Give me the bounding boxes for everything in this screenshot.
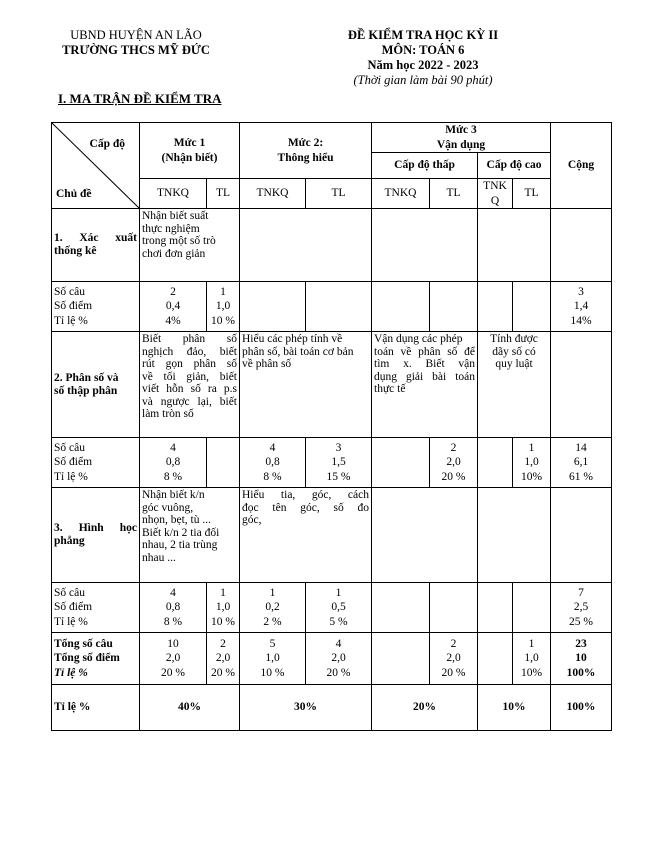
m2-tnkq-header: TNKQ (240, 179, 306, 209)
total-header: Cộng (551, 123, 612, 209)
topic-2-m3-high-description: Tính được dãy số có quy luật (478, 332, 551, 438)
topic-1-m1-tnkq: 2 0,4 4% (140, 282, 207, 332)
ratio-m3-high: 10% (478, 685, 551, 731)
district-name: UBND HUYỆN AN LÃO (70, 28, 202, 42)
topic-1-m2-tnkq (240, 282, 306, 332)
topic-1-name: 1. Xác xuất thống kê (52, 209, 140, 282)
topic-3-m1-tnkq: 4 0,8 8 % (140, 583, 207, 633)
topic-2-m3-high-tnkq (478, 438, 513, 488)
topic-3-m2-tnkq: 1 0,2 2 % (240, 583, 306, 633)
ratio-m2: 30% (240, 685, 372, 731)
topic-2-m1-description: Biết phân số nghịch đảo, biết rút gọn phân số về tối giản, biết viết hỗn số ra p.s và ngược lại, biết làm tròn số (140, 332, 240, 438)
level-3-low-header: Cấp độ thấp (372, 153, 478, 179)
corner-level-label: Cấp độ (89, 138, 125, 150)
exam-title: ĐỀ KIỂM TRA HỌC KỲ II (347, 28, 499, 42)
level-3-high-header: Cấp độ cao (478, 153, 551, 179)
totals-labels: Tổng số câu Tổng số điểm Tỉ lệ % (52, 633, 140, 685)
topic-1-m1-tl: 1 1,0 10 % (207, 282, 240, 332)
corner-cell (52, 123, 140, 209)
topic-1-m3-low-tl (430, 282, 478, 332)
topic-3-m2-tl: 1 0,5 5 % (306, 583, 372, 633)
topic-3-name: 3. Hình học phẳng (52, 488, 140, 583)
topic-1-m2-tl (306, 282, 372, 332)
topic-1-m3-low-description (372, 209, 478, 282)
topic-1-m3-high-description (478, 209, 551, 282)
topic-3-m3-low-tl (430, 583, 478, 633)
school-header (42, 28, 230, 58)
topic-3-m3-low-description (372, 488, 478, 583)
totals-grand-total: 23 10 100% (551, 633, 612, 685)
topic-1-m3-high-tl (513, 282, 551, 332)
topic-3-stat-labels: Số câu Số điểm Tỉ lệ % (52, 583, 140, 633)
totals-m3-high-tnkq (478, 633, 513, 685)
topic-2-m3-low-tl: 2 2,0 20 % (430, 438, 478, 488)
totals-m1-tl: 2 2,0 20 % (207, 633, 240, 685)
topic-1-m1-description: Nhận biết suất thực nghiệm trong một số trò chơi đơn giản (140, 209, 240, 282)
m1-tl-header: TL (207, 179, 240, 209)
exam-duration: (Thời gian làm bài 90 phút) (353, 73, 493, 87)
topic-3-m3-high-tnkq (478, 583, 513, 633)
topic-3-m1-tl: 1 1,0 10 % (207, 583, 240, 633)
topic-2-total: 14 6,1 61 % (551, 438, 612, 488)
level-2-header: Mức 2: Thông hiểu (240, 123, 372, 179)
topic-3-m1-description: Nhận biết k/n góc vuông, nhọn, bẹt, tù ... Biết k/n 2 tia đối nhau, 2 tia trùng nhau ... (140, 488, 240, 583)
exam-header (318, 28, 528, 88)
topic-2-m1-tnkq: 4 0,8 8 % (140, 438, 207, 488)
topic-3-total-description (551, 488, 612, 583)
m1-tnkq-header: TNKQ (140, 179, 207, 209)
m3-high-tnkq-header: TNK Q (478, 179, 513, 209)
corner-topic-label: Chủ đề (56, 188, 92, 200)
topic-1-total-description (551, 209, 612, 282)
totals-m3-low-tl: 2 2,0 20 % (430, 633, 478, 685)
exam-matrix-table (51, 122, 612, 731)
topic-2-name: 2. Phân số và số thập phân (52, 332, 140, 438)
topic-1-m2-description (240, 209, 372, 282)
level-1-header: Mức 1 (Nhận biết) (140, 123, 240, 179)
totals-m2-tnkq: 5 1,0 10 % (240, 633, 306, 685)
topic-3-m3-low-tnkq (372, 583, 430, 633)
topic-3-total: 7 2,5 25 % (551, 583, 612, 633)
ratio-total: 100% (551, 685, 612, 731)
m3-low-tl-header: TL (430, 179, 478, 209)
topic-2-m2-tl: 3 1,5 15 % (306, 438, 372, 488)
topic-2-m1-tl (207, 438, 240, 488)
school-year: Năm học 2022 - 2023 (367, 58, 479, 72)
ratio-row-label: Tỉ lệ % (52, 685, 140, 731)
m3-high-tl-header: TL (513, 179, 551, 209)
m3-low-tnkq-header: TNKQ (372, 179, 430, 209)
section-title: I. MA TRẬN ĐỀ KIỂM TRA (58, 91, 222, 106)
ratio-m1: 40% (140, 685, 240, 731)
topic-2-stat-labels: Số câu Số điểm Tỉ lệ % (52, 438, 140, 488)
subject-name: MÔN: TOÁN 6 (381, 43, 465, 57)
topic-1-stat-labels: Số câu Số điểm Tỉ lệ % (52, 282, 140, 332)
topic-1-total: 3 1,4 14% (551, 282, 612, 332)
topic-3-m3-high-tl (513, 583, 551, 633)
totals-m3-low-tnkq (372, 633, 430, 685)
m2-tl-header: TL (306, 179, 372, 209)
school-name: TRƯỜNG THCS MỸ ĐỨC (62, 43, 210, 57)
topic-2-m3-low-tnkq (372, 438, 430, 488)
topic-1-m3-high-tnkq (478, 282, 513, 332)
topic-2-m2-description: Hiểu các phép tính về phân số, bài toán cơ bản về phân số (240, 332, 372, 438)
totals-m2-tl: 4 2,0 20 % (306, 633, 372, 685)
topic-2-m3-low-description: Vận dụng các phép toán về phân số để tìm x. Biết vận dụng giải bài toán thực tế (372, 332, 478, 438)
topic-2-m3-high-tl: 1 1,0 10% (513, 438, 551, 488)
topic-3-m2-description: Hiểu tia, góc, cách đọc tên góc, số đo góc, (240, 488, 372, 583)
ratio-m3-low: 20% (372, 685, 478, 731)
topic-2-total-description (551, 332, 612, 438)
topic-3-m3-high-description (478, 488, 551, 583)
level-3-header: Mức 3 Vận dụng (372, 123, 551, 153)
topic-2-m2-tnkq: 4 0,8 8 % (240, 438, 306, 488)
totals-m1-tnkq: 10 2,0 20 % (140, 633, 207, 685)
totals-m3-high-tl: 1 1,0 10% (513, 633, 551, 685)
topic-1-m3-low-tnkq (372, 282, 430, 332)
